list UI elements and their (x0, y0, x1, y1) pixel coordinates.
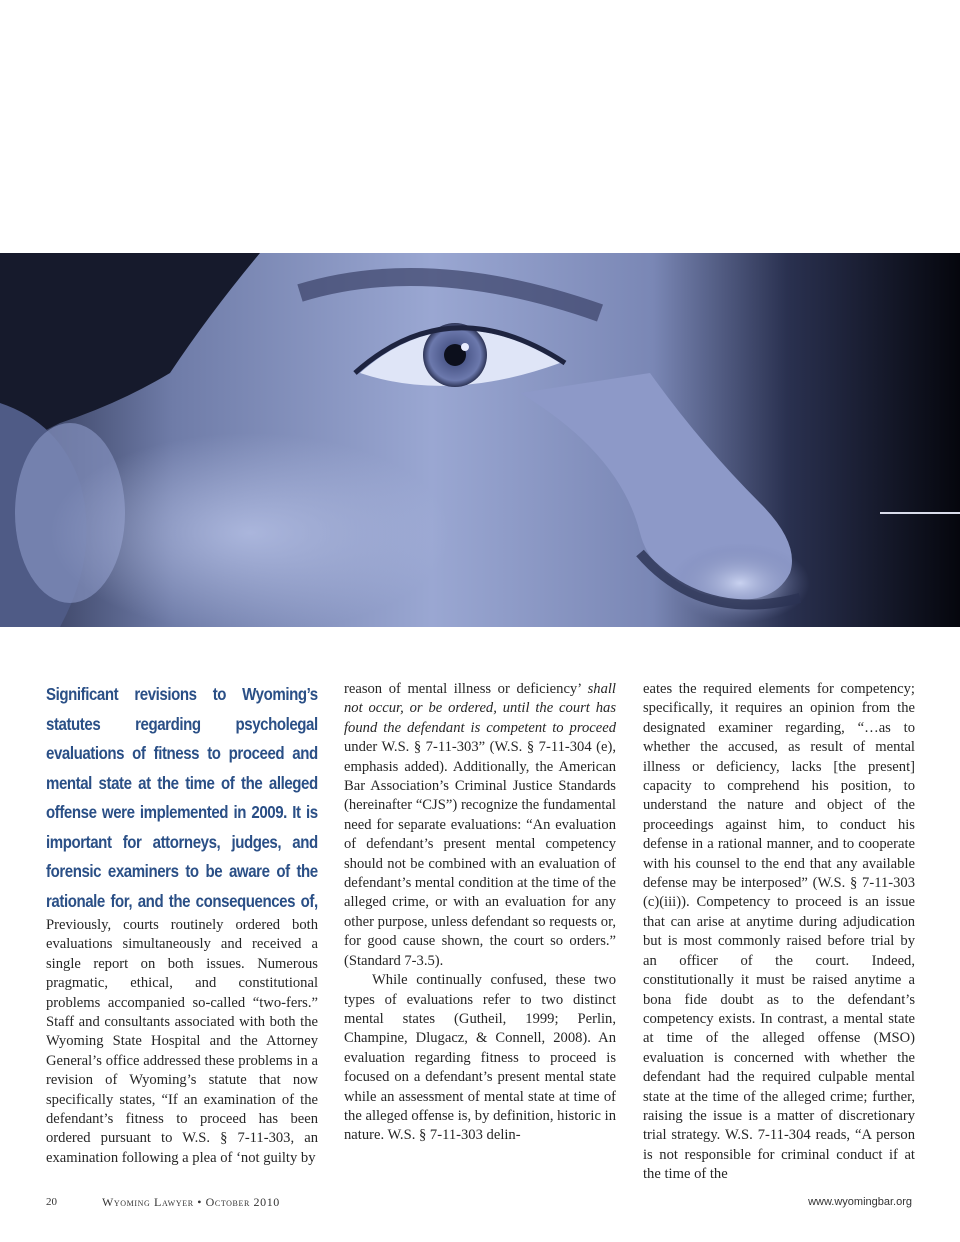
column-3-body: eates the required elements for competency; specifically, it requires an opinion from the designated examiner regarding, “…as to whether the accused, as result of mental illness or deficiency, lacks [the present] capacity to comprehend his position, to understand the nature and object of the proceedings against him, to conduct his defense in a rational manner, and to cooperate with his counsel to the end that any available defense may be interposed” (W.S. § 7-11-303 (c)(iii)). Competency to proceed is an issue that can arise at anytime during adjudication but is most commonly raised before trial by an officer of the court. Indeed, constitutionally it must be raised anytime a bona fide doubt as to the defendant’s competency exists. In contrast, a mental state at time of the alleged offense (MSO) evaluation is concerned with whether the defendant had the required culpable mental state at the time of the alleged crime; further, raising the issue is a matter of discretionary trial strategy. W.S. 7-11-304 reads, “A person is not responsible for criminal conduct if at the time of the (643, 681, 915, 1183)
column-2-paragraph-1 (344, 680, 616, 971)
article-lede: Significant revisions to Wyoming’s statutes regarding psycholegal evaluations of fitness to proceed and mental state at the time of the alleged offense were implemented in 2009. It is important for attorneys, judges, and forensic examiners to be aware of the rationale for, and the consequences of, (46, 684, 318, 911)
column-1-body: Previously, courts routinely ordered both evaluations simultaneously and received a single report on both issues. Numerous pragmatic, ethical, and constitutional problems accompanied so-called “two-fers.” Staff and consultants associated with both the Wyoming State Hospital and the Attorney General’s office addressed these problems in a revision of Wyoming’s statute that now specifically states, “If an examination of the defendant’s fitness to proceed has been ordered pursuant to W.S. § 7-11-303, an examination following a plea of ‘not guilty by (46, 917, 318, 1166)
website-link[interactable]: www.wyomingbar.org (808, 1196, 912, 1208)
emphasis-text: shall not occur, or be ordered, until the court has found the defendant is competent to proceed (344, 681, 616, 736)
column-2 (344, 680, 616, 1146)
page-number: 20 (46, 1196, 57, 1208)
column-3 (643, 680, 915, 1185)
publication-name: Wyoming Lawyer • October 2010 (102, 1195, 280, 1209)
eye-closeup-image (0, 253, 960, 627)
column-2-text-start: reason of mental illness or deficiency’ (344, 681, 588, 697)
header-photo-eye (0, 253, 960, 627)
column-2-paragraph-2: While continually confused, these two types of evaluations refer to two distinct mental states (Gutheil, 1999; Perlin, Champine, Dlugacz, & Connell, 2008). An evaluation regarding fitness to proceed is focused on a defendant’s present mental state while an assessment of mental state at time of the alleged offense is, by definition, historic in nature. W.S. § 7-11-303 delin- (344, 972, 616, 1144)
column-2-text-end: under W.S. § 7-11-303” (W.S. § 7-11-304 (e), emphasis added). Additionally, the American Bar Association’s Criminal Justice Standards (hereinafter “CJS”) recognize the fundamental need for separate evaluations: “An evaluation of defendant’s present mental competency should not be combined with an evaluation of defendant’s mental condition at the time of the alleged crime, or with an evaluation for any other purpose, unless defendant so requests or, for good cause shown, the court so orders.” (Standard 7-3.5). (344, 739, 616, 969)
column-1 (46, 680, 318, 1168)
